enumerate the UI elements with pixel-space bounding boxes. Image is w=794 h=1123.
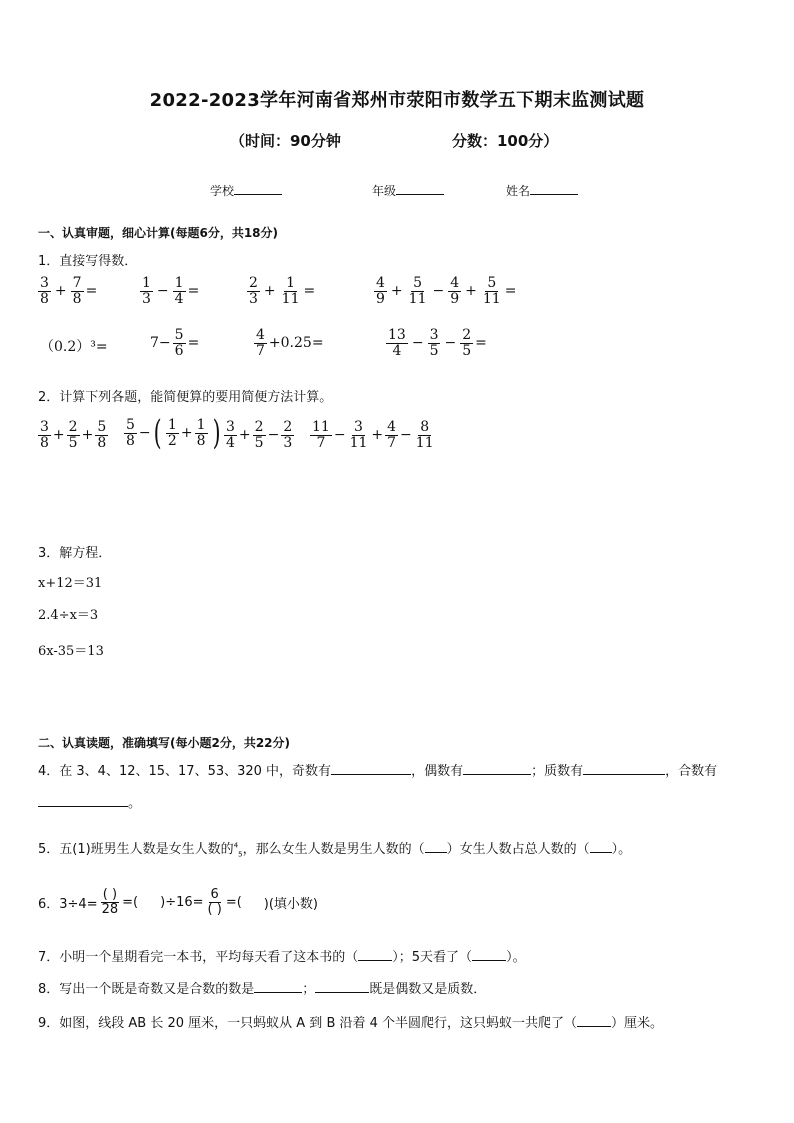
question-8: 8．写出一个既是奇数又是合数的数是 ； 既是偶数又是质数．: [38, 982, 487, 997]
answer-blank[interactable]: [315, 980, 369, 993]
answer-blank[interactable]: [425, 840, 447, 853]
answer-blank[interactable]: [583, 762, 665, 775]
answer-blank[interactable]: [590, 840, 612, 853]
exam-score: 分数：100分）: [452, 132, 559, 150]
answer-blank[interactable]: [254, 980, 302, 993]
exam-time: （时间：90分钟: [230, 132, 341, 150]
question-7: 7．小明一个星期看完一本书，平均每天看了这本书的（ ）；5天看了（ ）。: [38, 950, 526, 965]
expr-2-2: $\frac{5}{8}$ − ( $\frac{1}{2}$ + $\frac{1}{8}$ ): [126, 413, 221, 453]
question-1: 1．直接写得数．: [38, 254, 138, 269]
school-field[interactable]: 学校: [210, 182, 282, 199]
expr-1-8: $\frac{13}{4}$ − $\frac{3}{5}$ − $\frac{2}{5}$ =: [388, 327, 487, 359]
question-4-cont: 。: [38, 792, 141, 811]
expr-1-3: $\frac{2}{3}$ + $\frac{1}{11}$ =: [249, 275, 316, 307]
answer-blank[interactable]: [38, 794, 128, 807]
section-1-heading: 一、认真审题，细心计算(每题6分，共18分): [38, 226, 279, 240]
expr-2-4: $\frac{11}{7}$ − $\frac{3}{11}$ + $\frac{4}{7}$ − $\frac{8}{11}$: [312, 419, 434, 451]
expr-2-1: $\frac{3}{8}$ + $\frac{2}{5}$ + $\frac{5}{8}$: [40, 419, 107, 451]
question-6: 6．3÷4= $\frac{( )}{28}$ =( )÷16= $\frac{6}{( )}$ =( )(填小数): [38, 887, 318, 917]
expr-2-3: $\frac{3}{4}$ + $\frac{2}{5}$ − $\frac{2}{3}$: [226, 419, 293, 451]
answer-blank[interactable]: [472, 948, 506, 961]
expr-1-1: $\frac{3}{8}$ + $\frac{7}{8}$ =: [40, 275, 98, 307]
question-5: 5．五(1)班男生人数是女生人数的$^4_5$，那么女生人数是男生人数的（ ）女生人数占总人数的（ ）。: [38, 841, 632, 859]
expr-1-4: $\frac{4}{9}$ + $\frac{5}{11}$ − $\frac{4}{9}$ + $\frac{5}{11}$ =: [376, 275, 517, 307]
question-9: 9．如图，线段 AB 长 20 厘米，一只蚂蚁从 A 到 B 沿着 4 个半圆爬行，这只蚂蚁一共爬了（ ）厘米。: [38, 1016, 664, 1031]
equation-1: x+12＝31: [38, 576, 103, 591]
answer-blank[interactable]: [463, 762, 531, 775]
name-field[interactable]: 姓名: [506, 182, 578, 199]
answer-blank[interactable]: [331, 762, 411, 775]
expr-1-6: 7− $\frac{5}{6}$ =: [150, 327, 200, 359]
question-4: 4．在 3、4、12、15、17、53、320 中，奇数有 ，偶数有 ；质数有 ，合数有: [38, 764, 718, 779]
equation-2: 2.4÷x＝3: [38, 608, 99, 623]
expr-1-7: $\frac{4}{7}$ +0.25=: [256, 327, 324, 359]
expr-1-5: （0.2）³=: [40, 339, 108, 355]
section-2-heading: 二、认真读题，准确填写(每小题2分，共22分): [38, 736, 291, 750]
equation-3: 6x-35＝13: [38, 644, 104, 659]
answer-blank[interactable]: [577, 1014, 611, 1027]
question-2: 2．计算下列各题，能简便算的要用简便方法计算。: [38, 390, 333, 405]
page-title: 2022-2023学年河南省郑州市荥阳市数学五下期末监测试题: [149, 90, 645, 111]
answer-blank[interactable]: [358, 948, 392, 961]
expr-1-2: $\frac{1}{3}$ − $\frac{1}{4}$ =: [142, 275, 200, 307]
question-3: 3．解方程．: [38, 546, 112, 561]
grade-field[interactable]: 年级: [372, 182, 444, 199]
